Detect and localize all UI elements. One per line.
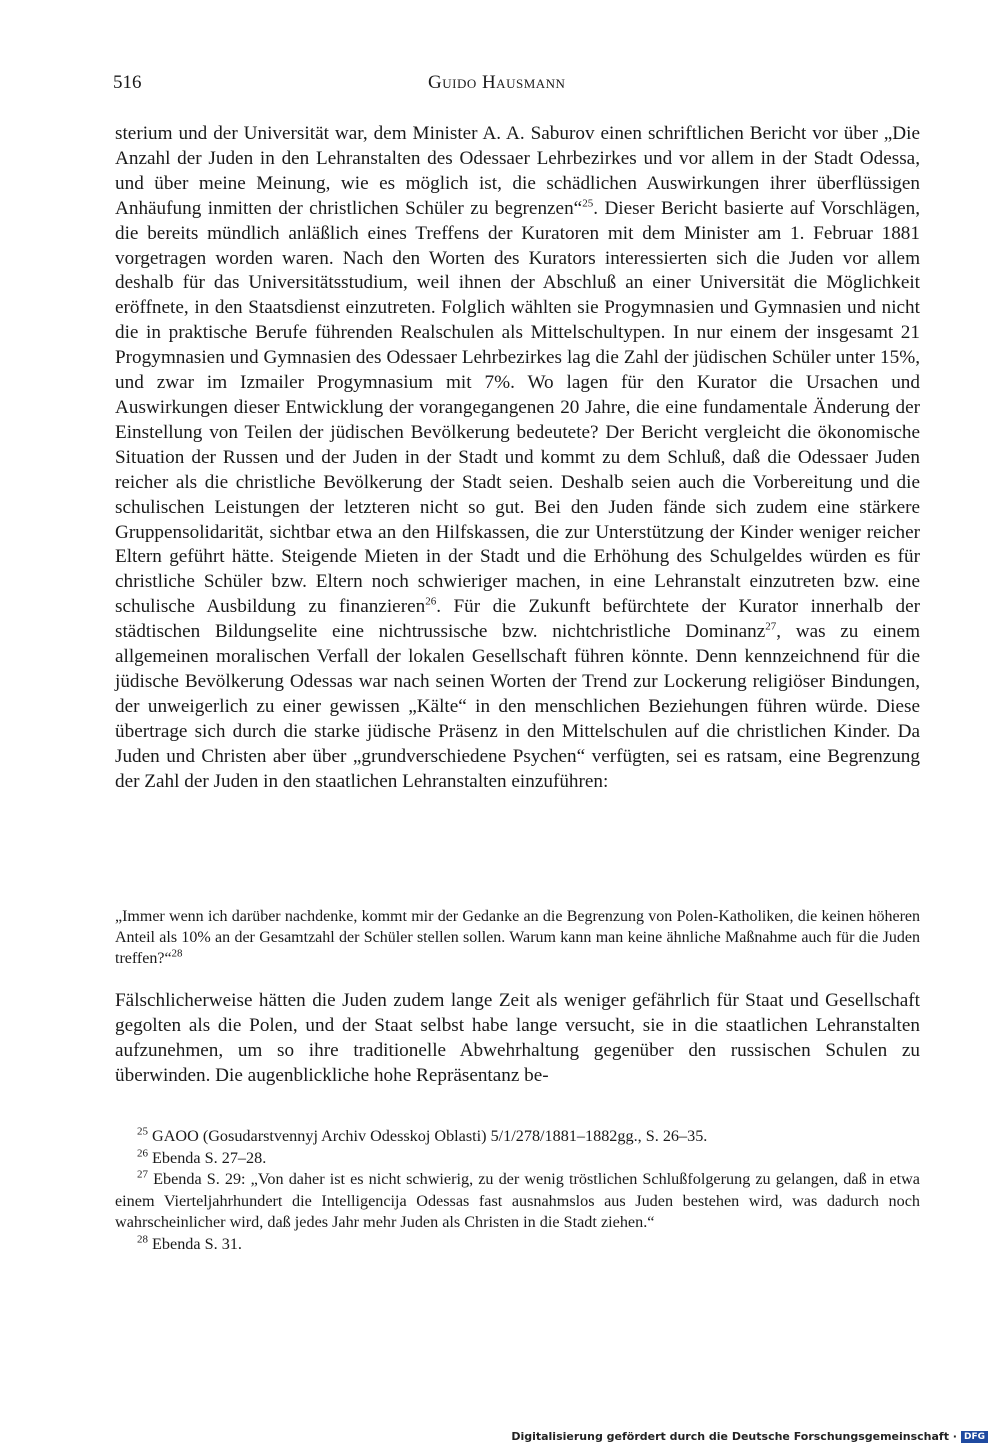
footnote-text: Ebenda S. 31. — [152, 1234, 242, 1253]
footnote-number: 28 — [137, 1233, 148, 1246]
footnote-25 — [115, 1126, 920, 1148]
footnote-26 — [115, 1148, 920, 1170]
paragraph-1 — [115, 122, 920, 794]
page-number: 516 — [113, 72, 142, 93]
footnote-ref-28[interactable]: 28 — [171, 947, 183, 960]
footnote-text: Ebenda S. 27–28. — [152, 1148, 267, 1167]
running-head: Guido Hausmann — [428, 72, 566, 93]
footnote-ref-27[interactable]: 27 — [765, 620, 777, 633]
digitization-footer — [511, 1430, 988, 1443]
block-quote-text: „Immer wenn ich darüber nachdenke, kommt mir der Gedanke an die Begrenzung von Polen-Katholiken, die keinen höheren Anteil als 10% an der Gesamtzahl der Schüler stellen sollen. Warum kann man keine ähnliche Maßnahme auch für die Juden treffen?“ — [115, 908, 920, 967]
footnote-ref-25[interactable]: 25 — [582, 197, 594, 210]
paragraph-2 — [115, 989, 920, 1089]
footnote-27 — [115, 1169, 920, 1234]
paragraph-1-seg1: sterium und der Universität war, dem Minister A. A. Saburov einen schriftlichen Bericht vor über „Die Anzahl der Juden in den Lehranstalten des Odessaer Lehrbezirkes und vor allem in der Stadt Odessa, und über meine Meinung, wie es möglich ist, die schädlichen Auswirkungen ihrer überflüssigen Anhäufung inmitten der christlichen Schüler zu begrenzen“ — [115, 123, 920, 219]
footnote-number: 25 — [137, 1125, 148, 1138]
footnotes — [115, 1126, 920, 1255]
paragraph-1-seg2: . Dieser Bericht basierte auf Vorschlägen, die bereits mündlich anläßlich eines Treffens der Kuratoren mit dem Minister am 1. Februar 1881 vorgetragen worden waren. Nach den Worten des Kurators interessierten sich die Juden vor allem deshalb für das Universitätsstudium, weil ihnen der Abschluß an einer Universität die Möglichkeit eröffnete, in den Staatsdienst einzutreten. Folglich wählten sie Progymnasien und Gymnasien und nicht die in praktische Berufe führenden Realschulen als Mittelschultypen. In nur einem der insgesamt 21 Progymnasien und Gymnasien des Odessaer Lehrbezirkes lag die Zahl der jüdischen Schüler unter 15%, und zwar im Izmailer Progymnasium mit 7%. Wo lagen für den Kurator die Ursachen und Auswirkungen dieser Entwicklung der vorangegangenen 20 Jahre, die eine fundamentale Änderung der Einstellung von Teilen der jüdischen Bevölkerung bedeutete? Der Bericht vergleicht die ökonomische Situation der Russen und der Juden in der Stadt und kommt zu dem Schluß, daß die Odessaer Juden reicher als die christliche Bevölkerung der Stadt seien. Deshalb seien auch die Vorbereitung und die schulischen Leistungen der letzteren nicht so gut. Bei den Juden fände sich zudem eine stärkere Gruppensolidarität, sichtbar etwa an den Hilfskassen, die zur Unterstützung der Kinder weniger reicher Eltern geführt hätte. Steigende Mieten in der Stadt und die Erhöhung des Schulgeldes würden es für christliche Schüler bzw. Eltern noch schwieriger machen, in eine Lehranstalt einzutreten bzw. eine schulische Ausbildung zu finanzieren — [115, 197, 920, 618]
page-header — [113, 72, 913, 104]
footnote-text: Ebenda S. 29: „Von daher ist es nicht schwierig, zu der wenig tröstlichen Schlußfolgerung zu gelangen, daß in etwa einem Vierteljahrhundert die Intelligencija Odessas fast ausnahmslos aus Juden bestehen wird, was dadurch noch wahrscheinlicher wird, daß jedes Jahr mehr Juden als Christen in die Stadt ziehen.“ — [115, 1170, 920, 1231]
paragraph-2-text: Fälschlicherweise hätten die Juden zudem lange Zeit als weniger gefährlich für Staat und Gesellschaft gegolten als die Polen, und der Staat selbst habe lange versucht, sie in die staatlichen Lehranstalten aufzunehmen, um so ihre traditionelle Abwehrhaltung gegenüber den russischen Schulen zu überwinden. Die augenblickliche hohe Repräsentanz be- — [115, 990, 920, 1086]
footnote-ref-26[interactable]: 26 — [425, 595, 437, 608]
dfg-logo: DFG — [961, 1431, 988, 1443]
digitization-credit: Digitalisierung gefördert durch die Deutsche Forschungsgemeinschaft · — [511, 1430, 957, 1443]
footnote-number: 26 — [137, 1147, 148, 1160]
paragraph-1-seg4: , was zu einem allgemeinen moralischen Verfall der lokalen Gesellschaft führen könnte. Denn kennzeichnend für die jüdische Bevölkerung Odessas war nach seinen Worten der Trend zur Lockerung religiöser Bindungen, der unweigerlich zu einer gewissen „Kälte“ in den menschlichen Beziehungen führen würde. Diese übertrage sich durch die starke jüdische Präsenz in den Mittelschulen auf die christlichen Kinder. Da Juden und Christen aber über „grundverschiedene Psychen“ verfügten, sei es ratsam, eine Begrenzung der Zahl der Juden in den staatlichen Lehranstalten einzuführen: — [115, 621, 920, 792]
paragraph-1-seg3: . Für die Zukunft befürchtete der Kurator innerhalb der städtischen Bildungselite eine nichtrussische bzw. nichtchristliche Dominanz — [115, 596, 921, 643]
footnote-28 — [115, 1234, 920, 1256]
footnote-text: GAOO (Gosudarstvennyj Archiv Odesskoj Oblasti) 5/1/278/1881–1882gg., S. 26–35. — [152, 1127, 708, 1145]
block-quote — [115, 906, 920, 969]
footnote-number: 27 — [137, 1168, 148, 1181]
